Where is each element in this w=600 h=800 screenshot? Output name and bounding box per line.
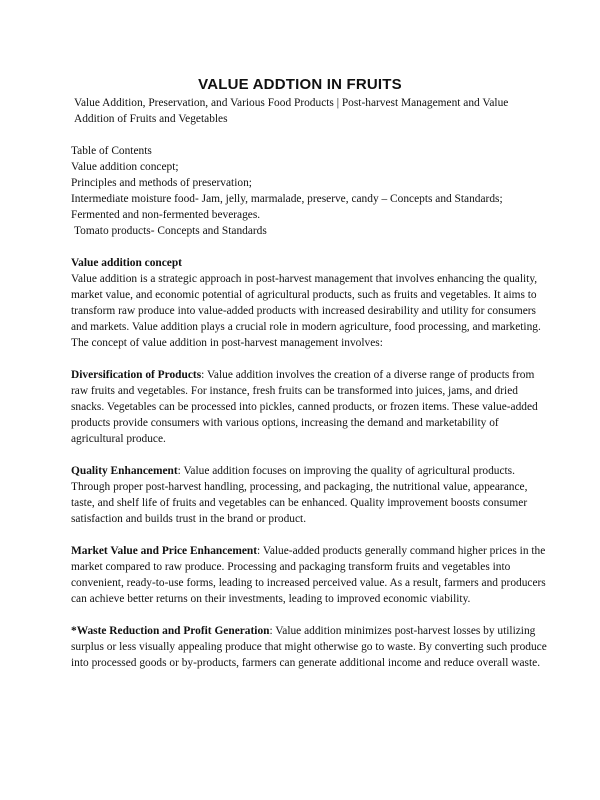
toc-item-value-addition: Value addition concept; [71,161,179,173]
toc-item-preservation: Principles and methods of preservation; [71,177,252,189]
section-diversification [71,367,551,447]
section-paragraph [71,367,551,447]
toc-item-intermediate-moisture: Intermediate moisture food- Jam, jelly, marmalade, preserve, candy – Concepts and Standards; [71,193,503,205]
document-subtitle: Value Addition, Preservation, and Various Food Products | Post-harvest Management and Value Addition of Fruits and Vegetables [74,97,509,125]
section-value-addition-concept [71,255,551,351]
paragraph-text: : Value addition minimizes post-harvest losses by utilizing surplus or less visually appealing produce that might otherwise go to waste. By converting such produce into processed goods or by-products, farmers can generate additional income and reduce overall waste. [71,625,547,669]
document-body [71,95,551,687]
toc-item-tomato-products: Tomato products- Concepts and Standards [74,225,267,237]
paragraph-text: : Value-added products generally command higher prices in the market compared to raw produce. Processing and packaging transform fruits and vegetables into convenient, ready-to-use forms, leading to increased perceived value. As a result, farmers and producers can achieve better returns on their investments, leading to improved economic viability. [71,545,546,605]
paragraph-lead: Quality Enhancement [71,465,178,477]
paragraph-text: : Value addition involves the creation of a diverse range of products from raw fruits and vegetables. For instance, fresh fruits can be transformed into juices, jams, and dried snacks. Vegetables can be processed into pickles, canned products, or frozen items. These value-added products provide consumers with various options, increasing the demand and marketability of agricultural produce. [71,369,538,445]
section-paragraph [71,543,551,607]
paragraph-text: : Value addition focuses on improving the quality of agricultural products. Through proper post-harvest handling, processing, and packaging, the nutritional value, appearance, taste, and shelf life of fruits and vegetables can be enhanced. Quality improvement boosts consumer satisfaction and builds trust in the brand or product. [71,465,528,525]
section-quality-enhancement [71,463,551,527]
section-waste-reduction [71,623,551,671]
table-of-contents [71,143,551,239]
document-title: VALUE ADDTION IN FRUITS [198,76,402,93]
section-paragraph: Value addition is a strategic approach in post-harvest management that involves enhancing the quality, market value, and economic potential of agricultural products, such as fruits and vegetables. It aims to transform raw produce into value-added products with increased desirability and utility for consumers and markets. Value addition plays a crucial role in modern agriculture, food processing, and marketing. The concept of value addition in post-harvest management involves: [71,273,541,349]
section-paragraph [71,623,551,671]
section-market-value [71,543,551,607]
paragraph-lead: Market Value and Price Enhancement [71,545,258,557]
toc-heading: Table of Contents [71,145,152,157]
paragraph-lead: *Waste Reduction and Profit Generation [71,625,270,637]
paragraph-lead: Diversification of Products [71,369,202,381]
toc-item-beverages: Fermented and non-fermented beverages. [71,209,261,221]
section-paragraph [71,463,551,527]
section-heading: Value addition concept [71,257,182,269]
